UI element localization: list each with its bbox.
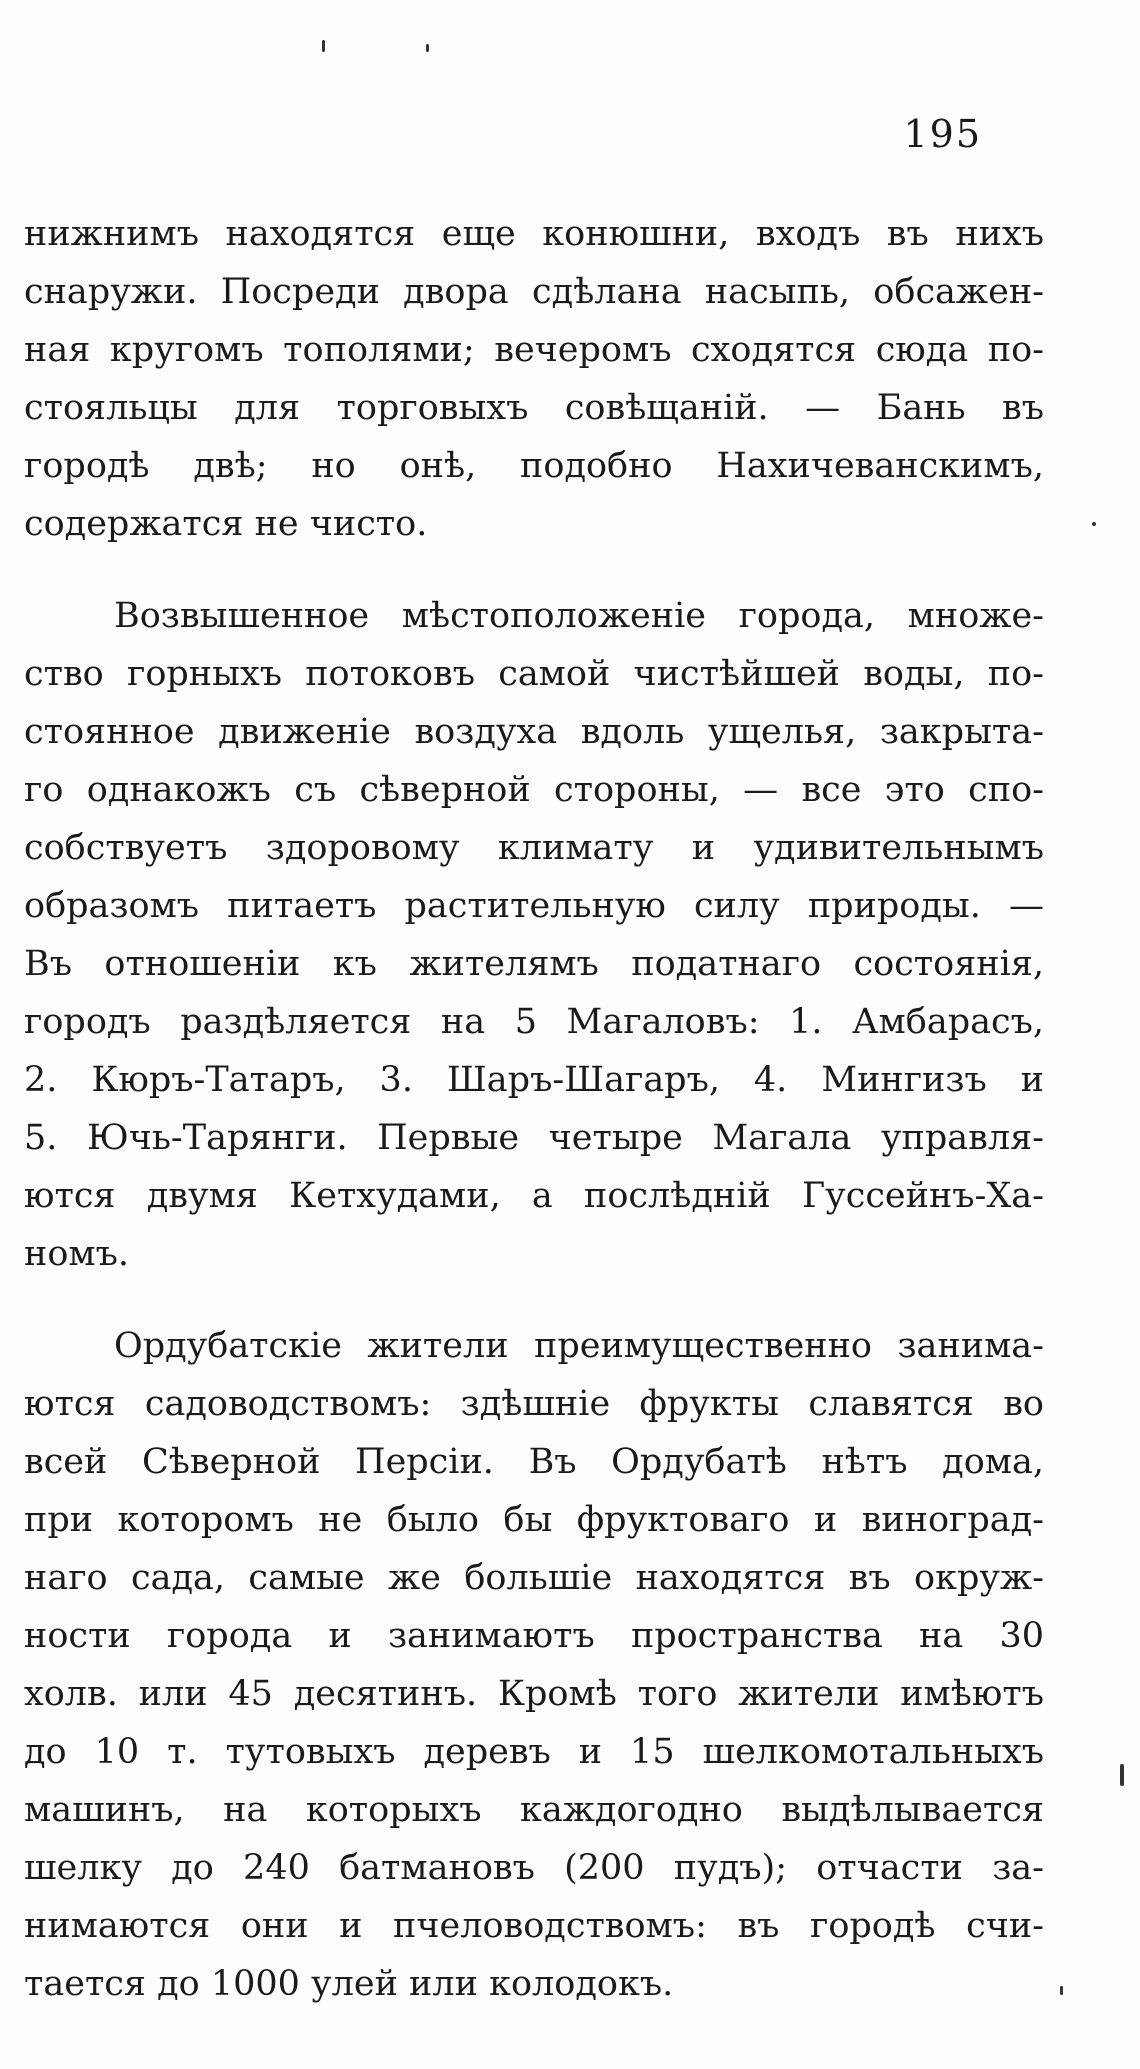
- text-line: городѣ двѣ; но онѣ, подобно Нахичеванскимъ,: [24, 446, 1044, 486]
- text-line: 2. Кюръ-Татаръ, 3. Шаръ-Шагаръ, 4. Мингизъ и: [24, 1060, 1044, 1100]
- text-line: ности города и занимаютъ пространства на 30: [24, 1616, 1044, 1656]
- paragraph: [24, 587, 1044, 1283]
- body-text: [24, 205, 1044, 2013]
- text-line: Возвышенное мѣстоположеніе города, множе-: [114, 596, 1044, 636]
- text-line: городъ раздѣляется на 5 Магаловъ: 1. Амбарасъ,: [24, 1002, 1044, 1042]
- text-line: нижнимъ находятся еще конюшни, входъ въ нихъ: [24, 214, 1044, 254]
- print-speck: [322, 40, 325, 52]
- text-line: Ордубатскіе жители преимущественно занима-: [114, 1326, 1044, 1366]
- print-speck: [1092, 522, 1096, 526]
- text-line: шелку до 240 батмановъ (200 пудъ); отчасти за-: [24, 1848, 1044, 1888]
- print-speck: [1060, 1986, 1063, 1995]
- text-line: наго сада, самые же большіе находятся въ окруж-: [24, 1558, 1044, 1598]
- text-line: всей Сѣверной Персіи. Въ Ордубатѣ нѣтъ дома,: [24, 1442, 1044, 1482]
- print-speck: [1120, 1764, 1124, 1786]
- text-line: го однакожъ съ сѣверной стороны, — все это спо-: [24, 770, 1044, 810]
- paragraph: [24, 1317, 1044, 2013]
- text-line: образомъ питаетъ растительную силу природы. —: [24, 886, 1044, 926]
- print-speck: [426, 44, 429, 52]
- text-line: собствуетъ здоровому климату и удивительнымъ: [24, 828, 1044, 868]
- text-line: ются двумя Кетхудами, а послѣдній Гуссейнъ-Ха-: [24, 1176, 1044, 1216]
- text-line: Въ отношеніи къ жителямъ податнаго состоянія,: [24, 944, 1044, 984]
- text-line: стояльцы для торговыхъ совѣщаній. — Бань въ: [24, 388, 1044, 428]
- paragraph: [24, 205, 1044, 553]
- text-line: ная кругомъ тополями; вечеромъ сходятся сюда по-: [24, 330, 1044, 370]
- text-line: стоянное движеніе воздуха вдоль ущелья, закрыта-: [24, 712, 1044, 752]
- text-line: нимаются они и пчеловодствомъ: въ городѣ счи-: [24, 1906, 1044, 1946]
- text-line: до 10 т. тутовыхъ деревъ и 15 шелкомотальныхъ: [24, 1732, 1044, 1772]
- text-line: снаружи. Посреди двора сдѣлана насыпь, обсажен-: [24, 272, 1044, 312]
- text-line: при которомъ не было бы фруктоваго и виноград-: [24, 1500, 1044, 1540]
- text-line: ство горныхъ потоковъ самой чистѣйшей воды, по-: [24, 654, 1044, 694]
- text-line: номъ.: [24, 1234, 130, 1274]
- text-line: ются садоводствомъ: здѣшніе фрукты славятся во: [24, 1384, 1044, 1424]
- text-line: машинъ, на которыхъ каждогодно выдѣлывается: [24, 1790, 1044, 1830]
- text-line: тается до 1000 улей или колодокъ.: [24, 1964, 674, 2004]
- text-line: холв. или 45 десятинъ. Кромѣ того жители имѣютъ: [24, 1674, 1044, 1714]
- page-number: 195: [903, 112, 982, 156]
- text-line: содержатся не чисто.: [24, 504, 428, 544]
- text-line: 5. Ючь-Тарянги. Первые четыре Магала управля-: [24, 1118, 1044, 1158]
